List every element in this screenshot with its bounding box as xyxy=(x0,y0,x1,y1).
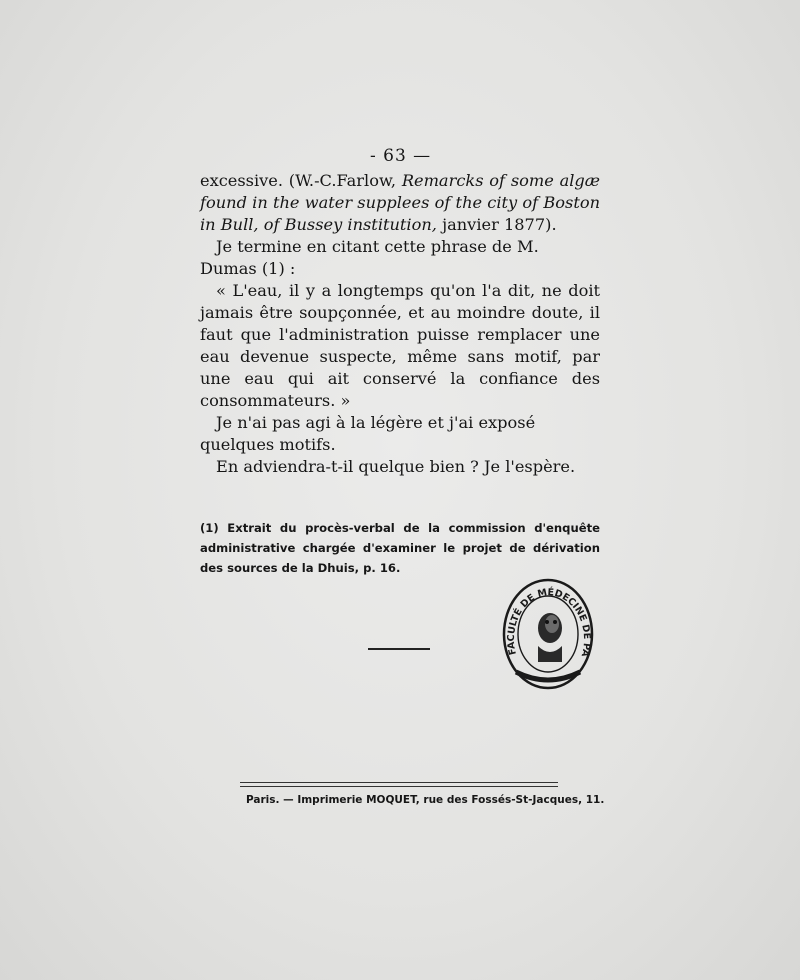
imprint-rule-bottom xyxy=(240,786,558,787)
printer-imprint: Paris. — Imprimerie MOQUET, rue des Fossés-St-Jacques, 11. xyxy=(246,794,605,806)
library-stamp-icon xyxy=(500,578,596,696)
page-number: - 63 — xyxy=(370,146,432,166)
separator-rule xyxy=(368,648,430,650)
paragraph-text: janvier 1877). xyxy=(436,215,557,234)
stamp-text: FACULTÉ DE MÉDECINE DE PA xyxy=(505,587,593,658)
italic-citation: Remarcks of some algæ found in the water supplees of the city of Boston in Bull, of Bussey institution, xyxy=(200,171,600,234)
paragraph-dumas-intro: Je termine en citant cette phrase de M. Dumas (1) : xyxy=(200,237,539,278)
footnote: (1) Extrait du procès-verbal de la commission d'enquête administrative chargée d'examiner le projet de dérivation des sources de la Dhuis, p. 16. xyxy=(200,521,600,575)
paragraph-motifs: Je n'ai pas agi à la légère et j'ai exposé quelques motifs. xyxy=(200,413,536,454)
body-text xyxy=(200,170,600,478)
paragraph-quote: « L'eau, il y a longtemps qu'on l'a dit, ne doit jamais être soupçonnée, et au moindre doute, il faut que l'administration puisse remplacer une eau devenue suspecte, même sans motif, par une eau qui ait conservé la confiance des consommateurs. » xyxy=(200,281,600,410)
paragraph-text: excessive. (W.-C.Farlow, xyxy=(200,171,402,190)
paragraph-farlow-reference xyxy=(200,170,600,236)
imprint-rule-top xyxy=(240,782,558,783)
paragraph-conclusion: En adviendra-t-il quelque bien ? Je l'espère. xyxy=(216,457,576,476)
